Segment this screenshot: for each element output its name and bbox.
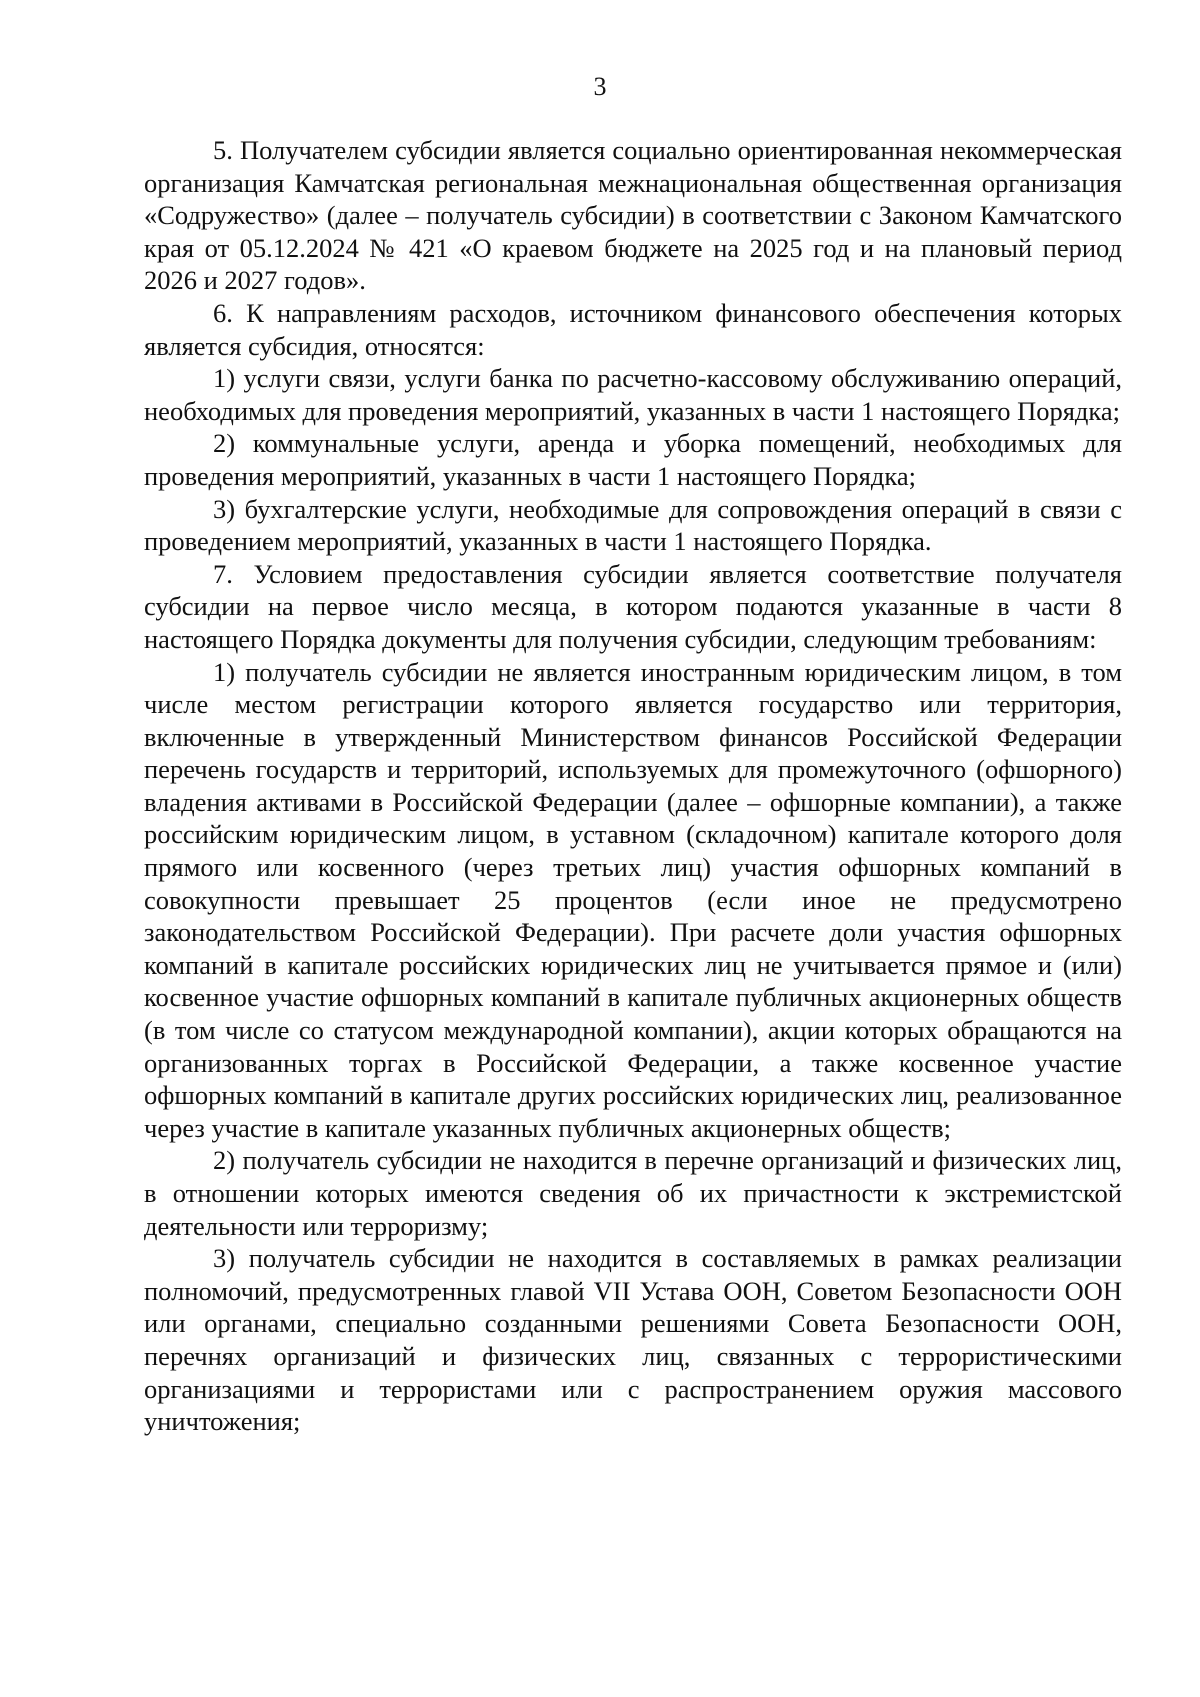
paragraph-item-5: 5. Получателем субсидии является социально ориентированная некоммерческая организация Камчатская региональная межнациональная общественная организация «Содружество» (далее – получатель субсидии) в соответствии с Законом Камчатского края от 05.12.2024 № 421 «О краевом бюджете на 2025 год и на плановый период 2026 и 2027 годов». xyxy=(144,135,1122,296)
paragraph-item-7: 7. Условием предоставления субсидии является соответствие получателя субсидии на первое число месяца, в котором подаются указанные в части 8 настоящего Порядка документы для получения субсидии, следующим требованиям: xyxy=(144,558,1122,654)
paragraph-item-6-1: 1) услуги связи, услуги банка по расчетно-кассовому обслуживанию операций, необходимых для проведения мероприятий, указанных в части 1 настоящего Порядка; xyxy=(144,363,1122,426)
paragraph-item-7-2: 2) получатель субсидии не находится в перечне организаций и физических лиц, в отношении которых имеются сведения об их причастности к экстремистской деятельности или терроризму; xyxy=(144,1145,1122,1241)
document-body xyxy=(144,134,1122,1438)
paragraph-item-6: 6. К направлениям расходов, источником финансового обеспечения которых является субсидия, относятся: xyxy=(144,297,1122,361)
paragraph-item-7-3: 3) получатель субсидии не находится в составляемых в рамках реализации полномочий, предусмотренных главой VII Устава ООН, Советом Безопасности ООН или органами, специально созданными решениями Совета Безопасности ООН, перечнях организаций и физических лиц, связанных с террористическими организациями и террористами или с распространением оружия массового уничтожения; xyxy=(144,1243,1122,1437)
paragraph-item-7-1: 1) получатель субсидии не является иностранным юридическим лицом, в том числе местом регистрации которого является государство или территория, включенные в утвержденный Министерством финансов Российской Федерации перечень государств и территорий, используемых для промежуточного (офшорного) владения активами в Российской Федерации (далее – офшорные компании), а также российским юридическим лицом, в уставном (складочном) капитале которого доля прямого или косвенного (через третьих лиц) участия офшорных компаний в совокупности превышает 25 процентов (если иное не предусмотрено законодательством Российской Федерации). При расчете доли участия офшорных компаний в капитале российских юридических лиц не учитывается прямое и (или) косвенное участие офшорных компаний в капитале публичных акционерных обществ (в том числе со статусом международной компании), акции которых обращаются на организованных торгах в Российской Федерации, а также косвенное участие офшорных компаний в капитале других российских юридических лиц, реализованное через участие в капитале указанных публичных акционерных обществ; xyxy=(144,656,1122,1143)
paragraph-item-6-2: 2) коммунальные услуги, аренда и уборка помещений, необходимых для проведения мероприятий, указанных в части 1 настоящего Порядка; xyxy=(144,428,1122,491)
paragraph-item-6-3: 3) бухгалтерские услуги, необходимые для сопровождения операций в связи с проведением мероприятий, указанных в части 1 настоящего Порядка. xyxy=(144,493,1122,557)
page-number: 3 xyxy=(593,72,607,101)
